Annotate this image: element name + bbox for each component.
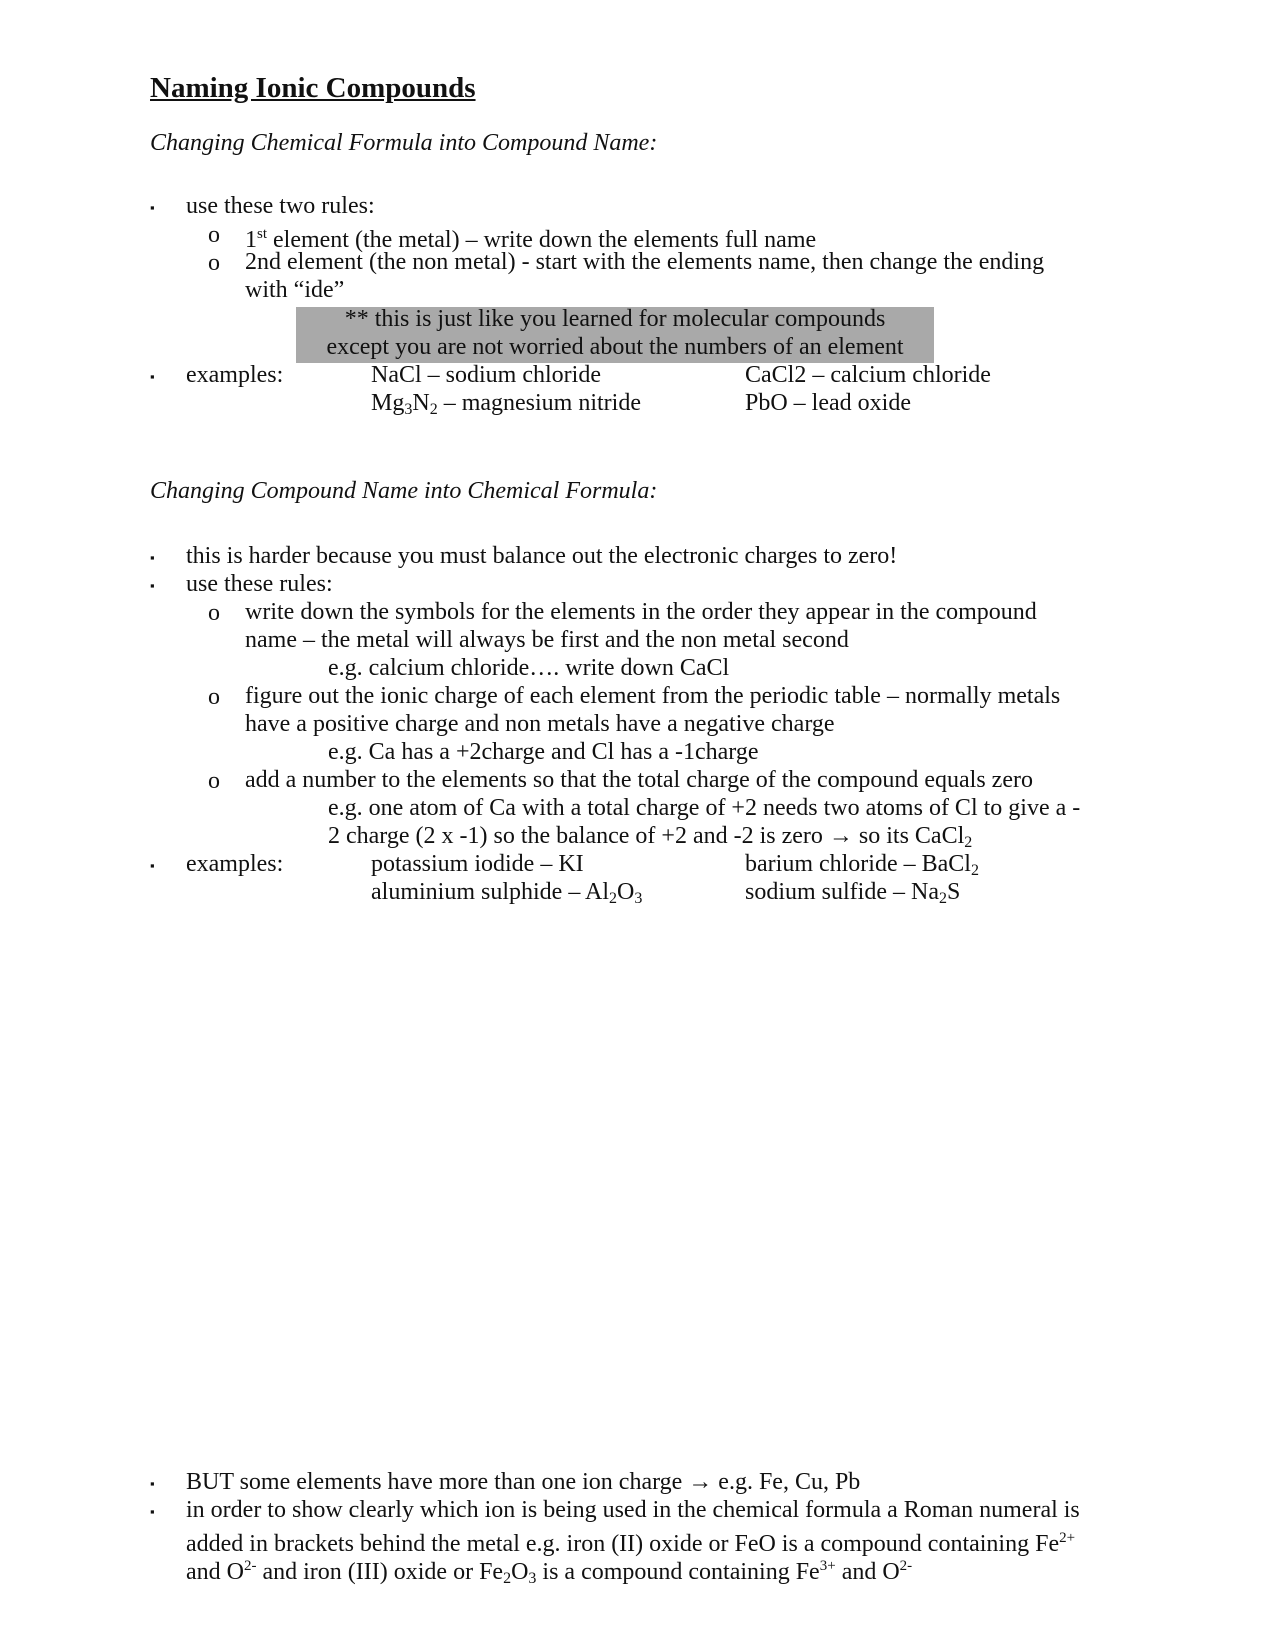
example-pbo: PbO – lead oxide [745,390,911,416]
example-nacl: NaCl – sodium chloride [371,362,601,388]
section-heading-name-to-formula: Changing Compound Name into Chemical Formula: [150,478,658,504]
roman-numeral-line3: and $O^{2-}$ and iron (III) oxide or $Fe_2O_3$ is a compound containing $Fe^{3+}$ and $O^{2-}$ [186,1558,913,1587]
sub-bullet-marker: o [208,684,220,710]
rule-symbols-line2: name – the metal will always be first and the non metal second [245,627,849,653]
bullet-marker: ▪ [150,200,155,215]
example-ki: potassium iodide – KI [371,851,584,877]
bullet-marker: ▪ [150,578,155,593]
examples-label: examples: [186,362,284,388]
roman-numeral-line2: added in brackets behind the metal e.g. iron (II) oxide or FeO is a compound containing $Fe^{2+}$ [186,1530,1076,1557]
rule-charge-line2: have a positive charge and non metals have a negative charge [245,711,835,737]
bullet-marker: ▪ [150,1504,155,1519]
bullet-marker: ▪ [150,369,155,384]
rule-second-element-line2: with “ide” [245,277,345,303]
example-na2s: sodium sulfide – $Na_2S$ [745,879,961,907]
note-line2: except you are not worried about the numbers of an element [326,334,904,360]
example-al2o3: aluminium sulphide – $Al_2O_3$ [371,879,643,907]
example-bacl2: barium chloride – BaCl$_2$ [745,851,979,879]
example-cacl2: CaCl2 – calcium chloride [745,362,991,388]
bullet-marker: ▪ [150,550,155,565]
note-line1: ** this is just like you learned for molecular compounds [344,306,886,332]
sub-bullet-marker: o [208,250,220,276]
multiple-charges-note: BUT some elements have more than one ion charge → e.g. Fe, Cu, Pb [186,1469,861,1495]
example-mg3n2: $Mg_3N_2$ – magnesium nitride [371,390,641,418]
rule-balance-line1: add a number to the elements so that the total charge of the compound equals zero [245,767,1033,793]
rule-first-element: 1st element (the metal) – write down the elements full name [245,226,817,253]
rules-intro-2: use these rules: [186,571,333,597]
rule-symbols-line1: write down the symbols for the elements in the order they appear in the compound [245,599,1037,625]
rules-intro: use these two rules: [186,193,375,219]
sub-bullet-marker: o [208,222,220,248]
roman-numeral-line1: in order to show clearly which ion is being used in the chemical formula a Roman numeral is [186,1497,1080,1523]
sub-bullet-marker: o [208,768,220,794]
section-heading-formula-to-name: Changing Chemical Formula into Compound Name: [150,130,658,156]
rule-second-element-line1: 2nd element (the non metal) - start with the elements name, then change the ending [245,249,1045,275]
rule-charge-line1: figure out the ionic charge of each element from the periodic table – normally metals [245,683,1061,709]
rule-symbols-example: e.g. calcium chloride…. write down CaCl [328,655,730,681]
harder-note: this is harder because you must balance out the electronic charges to zero! [186,543,898,569]
examples-label-2: examples: [186,851,284,877]
rule-balance-example-line2: 2 charge (2 x -1) so the balance of +2 and -2 is zero → so its CaCl$_2$ [328,823,973,851]
bullet-marker: ▪ [150,1476,155,1491]
page-title: Naming Ionic Compounds [150,72,476,104]
rule-charge-example: e.g. Ca has a +2charge and Cl has a -1charge [328,739,759,765]
rule-balance-example-line1: e.g. one atom of Ca with a total charge of +2 needs two atoms of Cl to give a - [328,795,1081,821]
sub-bullet-marker: o [208,600,220,626]
bullet-marker: ▪ [150,858,155,873]
